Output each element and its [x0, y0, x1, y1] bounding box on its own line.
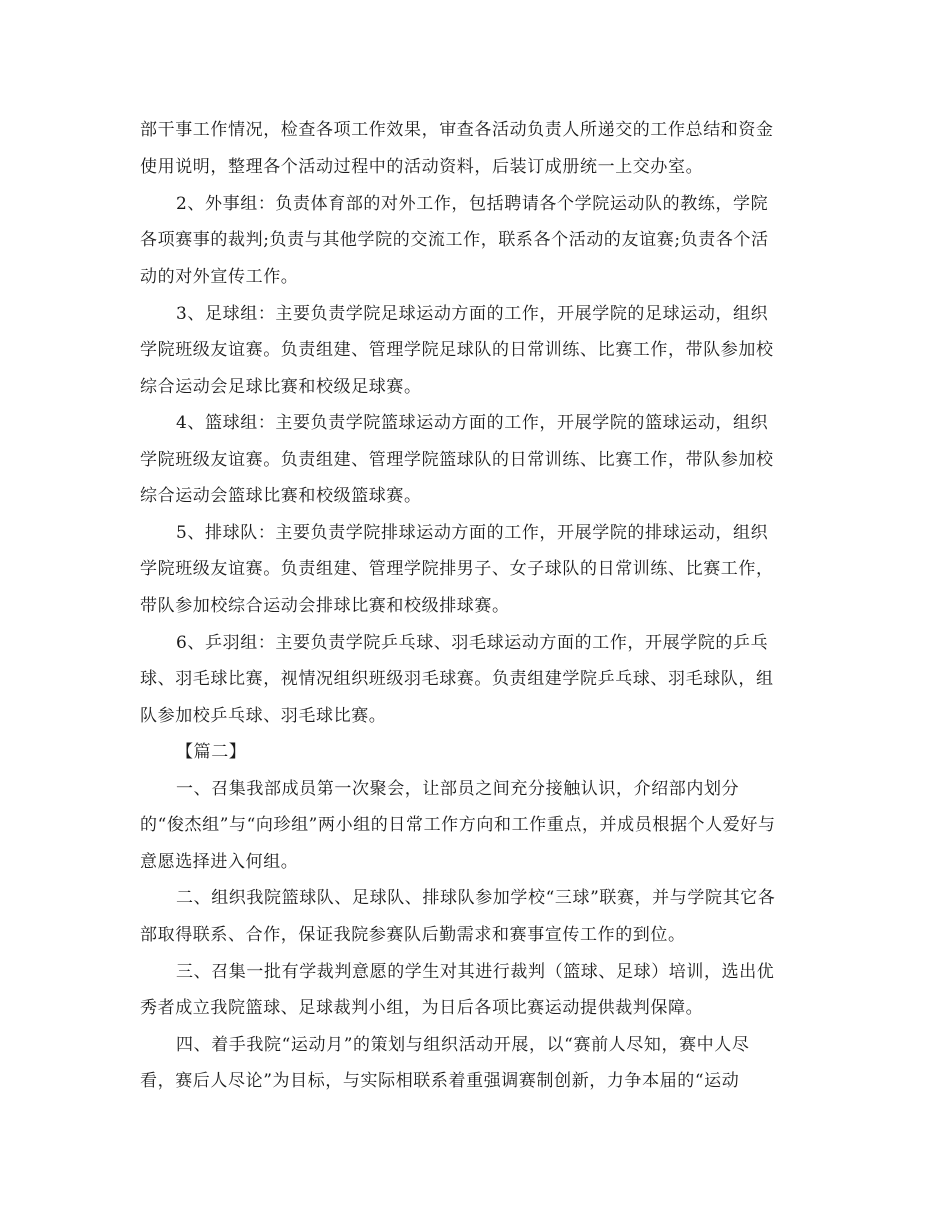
text-line: 四、着手我院“运动月”的策划与组织活动开展，以“赛前人尽知，赛中人尽: [176, 1035, 750, 1055]
text-line: 学院班级友谊赛。负责组建、管理学院足球队的日常训练、比赛工作，带队参加校: [140, 340, 774, 360]
text-line: 意愿选择进入何组。: [140, 852, 299, 872]
text-line: 6、乒羽组：主要负责学院乒乓球、羽毛球运动方面的工作，开展学院的乒乓: [176, 633, 769, 653]
text-line: 球、羽毛球比赛，视情况组织班级羽毛球赛。负责组建学院乒乓球、羽毛球队，组: [140, 669, 774, 689]
section-heading: 【篇二】: [176, 742, 247, 762]
text-line: 综合运动会篮球比赛和校级篮球赛。: [140, 486, 422, 506]
text-line: 带队参加校综合运动会排球比赛和校级排球赛。: [140, 596, 510, 616]
text-line: 部干事工作情况，检查各项工作效果，审查各活动负责人所递交的工作总结和资金: [140, 120, 774, 140]
text-line: 秀者成立我院篮球、足球裁判小组，为日后各项比赛运动提供裁判保障。: [140, 998, 704, 1018]
text-line: 使用说明，整理各个活动过程中的活动资料，后装订成册统一上交办室。: [140, 157, 704, 177]
text-line: 的“俊杰组”与“向珍组”两小组的日常工作方向和工作重点，并成员根据个人爱好与: [140, 815, 776, 835]
text-line: 二、组织我院篮球队、足球队、排球队参加学校“三球”联赛，并与学院其它各: [176, 888, 776, 908]
text-line: 部取得联系、合作，保证我院参赛队后勤需求和赛事宣传工作的到位。: [140, 925, 686, 945]
text-line: 3、足球组：主要负责学院足球运动方面的工作，开展学院的足球运动，组织: [176, 304, 769, 324]
text-line: 看，赛后人尽论”为目标，与实际相联系着重强调赛制创新，力争本届的“运动: [140, 1071, 740, 1091]
text-line: 2、外事组：负责体育部的对外工作，包括聘请各个学院运动队的教练，学院: [176, 194, 769, 214]
text-line: 各项赛事的裁判;负责与其他学院的交流工作，联系各个活动的友谊赛;负责各个活: [140, 230, 769, 250]
text-line: 5、排球队：主要负责学院排球运动方面的工作，开展学院的排球运动，组织: [176, 523, 769, 543]
text-line: 队参加校乒乓球、羽毛球比赛。: [140, 706, 387, 726]
text-line: 4、篮球组：主要负责学院篮球运动方面的工作，开展学院的篮球运动，组织: [176, 413, 769, 433]
text-line: 学院班级友谊赛。负责组建、管理学院排男子、女子球队的日常训练、比赛工作，: [140, 559, 774, 579]
text-line: 综合运动会足球比赛和校级足球赛。: [140, 377, 422, 397]
text-line: 动的对外宣传工作。: [140, 267, 299, 287]
text-line: 一、召集我部成员第一次聚会，让部员之间充分接触认识，介绍部内划分: [176, 779, 740, 799]
text-line: 三、召集一批有学裁判意愿的学生对其进行裁判（篮球、足球）培训，选出优: [176, 962, 775, 982]
text-line: 学院班级友谊赛。负责组建、管理学院篮球队的日常训练、比赛工作，带队参加校: [140, 450, 774, 470]
